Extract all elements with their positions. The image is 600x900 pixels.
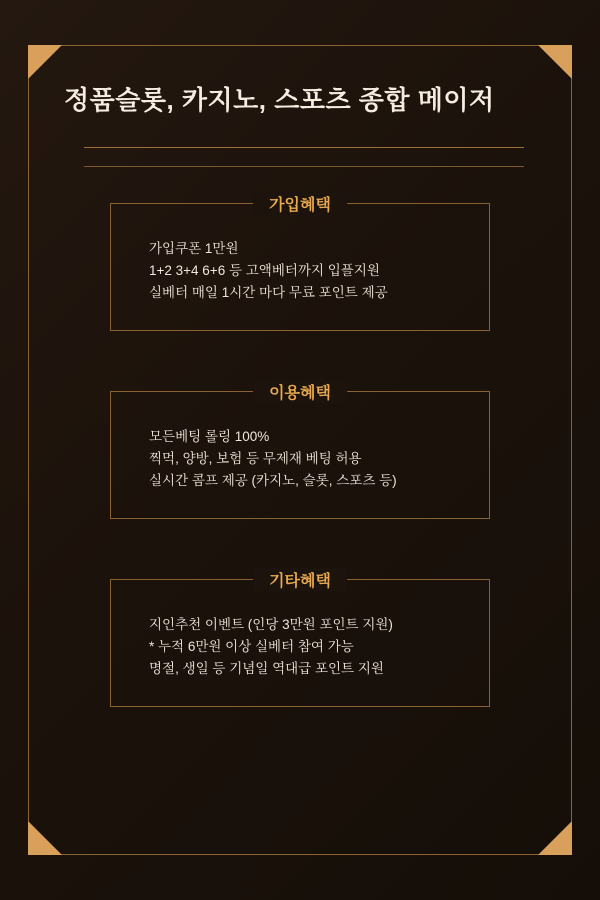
benefit-section-signup (110, 197, 490, 331)
list-item: 찍먹, 양방, 보험 등 무제재 베팅 허용 (149, 451, 362, 466)
benefit-list (149, 426, 489, 492)
divider-line-bottom (84, 166, 524, 167)
divider-line-top (84, 147, 524, 148)
benefit-section-other (110, 573, 490, 707)
benefit-section-title: 가입혜택 (253, 192, 347, 215)
benefit-list (149, 614, 489, 680)
benefit-box (110, 197, 490, 331)
list-item: 실베터 매일 1시간 마다 무료 포인트 제공 (149, 285, 388, 300)
list-item: 1+2 3+4 6+6 등 고액베터까지 입플지원 (149, 263, 380, 278)
list-item: * 누적 6만원 이상 실베터 참여 가능 (149, 639, 354, 654)
benefit-section-usage (110, 385, 490, 519)
benefit-section-title: 이용혜택 (253, 380, 347, 403)
list-item: 지인추천 이벤트 (인당 3만원 포인트 지원) (149, 617, 393, 632)
list-item: 명절, 생일 등 기념일 역대급 포인트 지원 (149, 661, 384, 676)
benefit-section-title: 기타혜택 (253, 568, 347, 591)
list-item: 모든베팅 롤링 100% (149, 429, 270, 444)
list-item: 실시간 콤프 제공 (카지노, 슬롯, 스포츠 등) (149, 473, 397, 488)
benefit-box (110, 573, 490, 707)
divider-group (84, 147, 524, 167)
page-title: 정품슬롯, 카지노, 스포츠 종합 메이저 (64, 85, 495, 115)
benefit-list (149, 238, 489, 304)
list-item: 가입쿠폰 1만원 (149, 241, 239, 256)
benefit-box (110, 385, 490, 519)
